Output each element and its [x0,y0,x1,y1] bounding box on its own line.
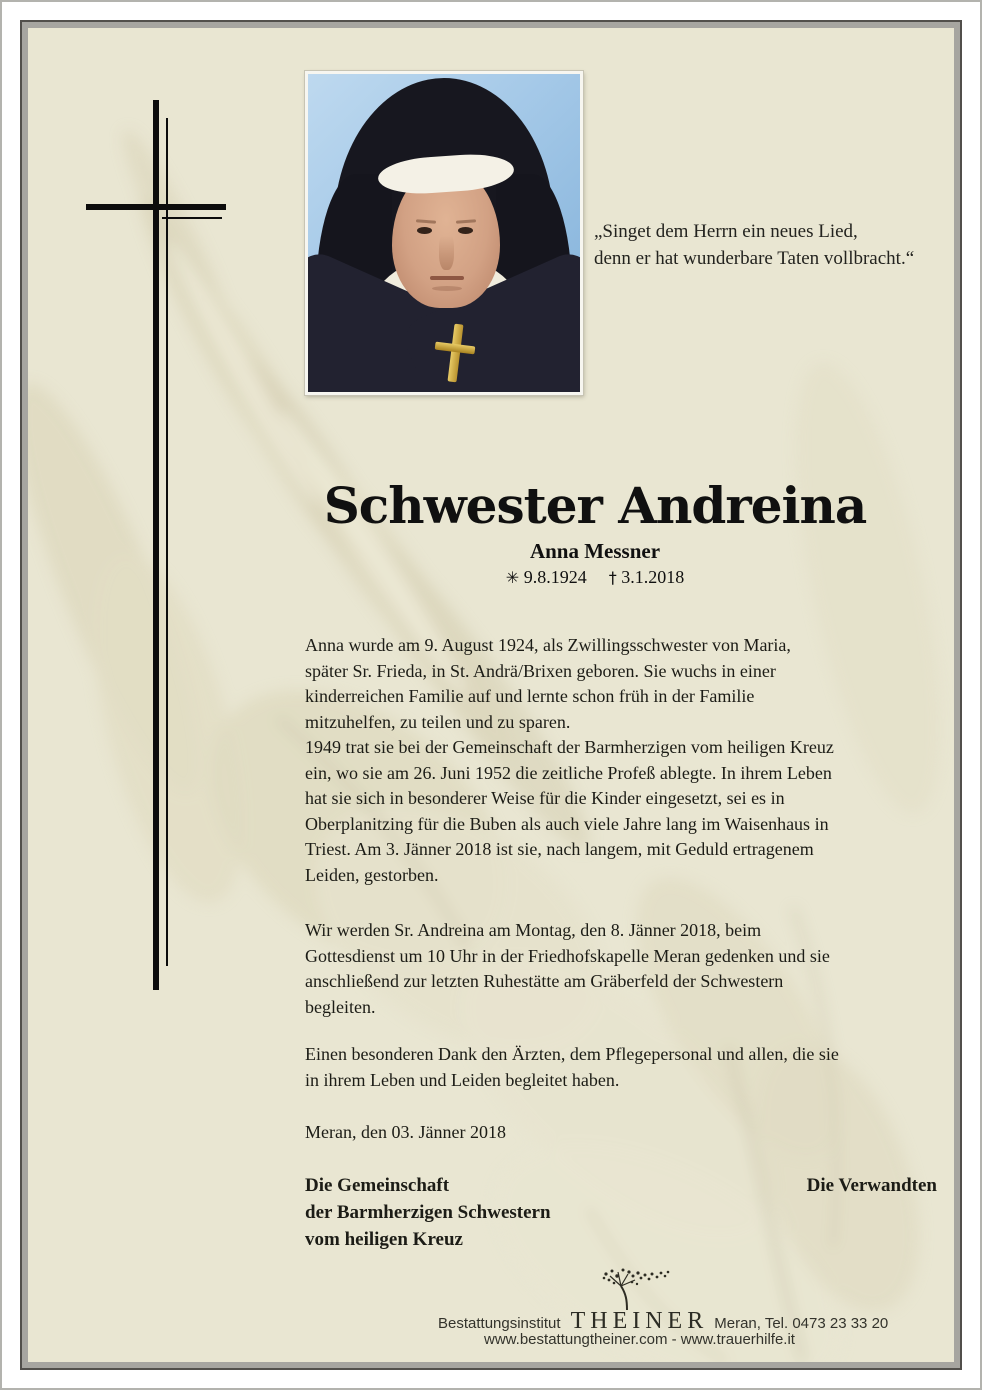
text-line: Einen besonderen Dank den Ärzten, dem Pflegepersonal und allen, die sie [305,1044,839,1064]
mouth [430,276,464,280]
text-line: denn er hat wunderbare Taten vollbracht.“ [594,248,915,269]
eyebrow [416,219,436,223]
cross-vertical-bar [153,100,159,990]
text-line: in ihrem Leben und Leiden begleitet haben. [305,1069,620,1090]
cross-vertical-thin-line [166,118,168,966]
death-date-group [609,567,685,587]
habit-chest [308,370,580,395]
obituary-paragraph [305,633,937,888]
text-line: Anna wurde am 9. August 1924, als Zwillingsschwester von Maria, [305,635,791,655]
birth-date-group [506,567,587,587]
text-line: begleiten. [305,996,376,1017]
place-dateline: Meran, den 03. Jänner 2018 [305,1122,506,1142]
eye [458,227,473,234]
birth-star-icon: ✳ [505,568,520,587]
signature-community [305,1172,551,1253]
portrait-photo [305,71,583,395]
text-line: „Singet dem Herrn ein neues Lied, [594,221,858,242]
headline-block [246,478,944,588]
cross-horizontal-thin-line [162,217,222,219]
signatures-row [305,1172,937,1253]
frame-band [22,22,960,1368]
text-line: mitzuhelfen, zu teilen und zu sparen. [305,711,571,732]
text-line: Die Gemeinschaft [305,1174,450,1196]
outer-frame [20,20,962,1370]
cross-horizontal-bar [86,204,226,210]
chin-shadow [432,286,462,291]
text-line: Triest. Am 3. Jänner 2018 ist sie, nach langem, mit Geduld ertragenem [305,839,814,859]
text-line: Oberplanitzing für die Buben als auch viele Jahre lang im Waisenhaus in [305,813,829,834]
text-line: vom heiligen Kreuz [305,1228,463,1250]
scripture-quote [594,218,914,272]
text-line: Gottesdienst um 10 Uhr in der Friedhofskapelle Meran gedenken und sie [305,945,830,966]
thanks-paragraph [305,1042,937,1093]
text-line: später Sr. Frieda, in St. Andrä/Brixen geboren. Sie wuchs in einer [305,660,776,681]
institute-location-phone: Meran, Tel. 0473 23 33 20 [714,1315,889,1332]
death-date: 3.1.2018 [621,567,685,587]
text-line: kinderreichen Familie auf und lernte schon früh in der Familie [305,686,755,706]
nose [439,232,454,270]
text-line: ein, wo sie am 26. Juni 1952 die zeitliche Profeß ablegte. In ihrem Leben [305,762,832,783]
text-line: Wir werden Sr. Andreina am Montag, den 8. Jänner 2018, beim [305,920,762,940]
civil-name: Anna Messner [529,539,661,563]
funeral-announcement-paragraph [305,918,937,1020]
institute-prefix: Bestattungsinstitut [438,1315,561,1332]
eyebrow [456,219,476,223]
birth-date: 9.8.1924 [523,567,587,587]
text-line: der Barmherzigen Schwestern [305,1201,551,1223]
theiner-tree-logo-icon [588,1268,672,1310]
signature-relatives: Die Verwandten [806,1174,937,1196]
text-line: Leiden, gestorben. [305,864,439,885]
eye [417,227,432,234]
obituary-text [305,633,937,1253]
death-dagger-icon: † [608,568,617,587]
life-dates [246,567,944,588]
institute-websites: www.bestattungtheiner.com - www.trauerhilfe.it [484,1331,795,1348]
text-line: hat sie sich in besonderer Weise für die Kinder eingesetzt, sei es in [305,788,785,808]
deceased-name: Schwester Andreina [323,476,867,535]
card-content [28,28,954,1362]
text-line: 1949 trat sie bei der Gemeinschaft der Barmherzigen vom heiligen Kreuz [305,737,834,757]
text-line: anschließend zur letzten Ruhestätte am Gräberfeld der Schwestern [305,971,784,991]
institute-brand: THEINER [570,1308,709,1334]
